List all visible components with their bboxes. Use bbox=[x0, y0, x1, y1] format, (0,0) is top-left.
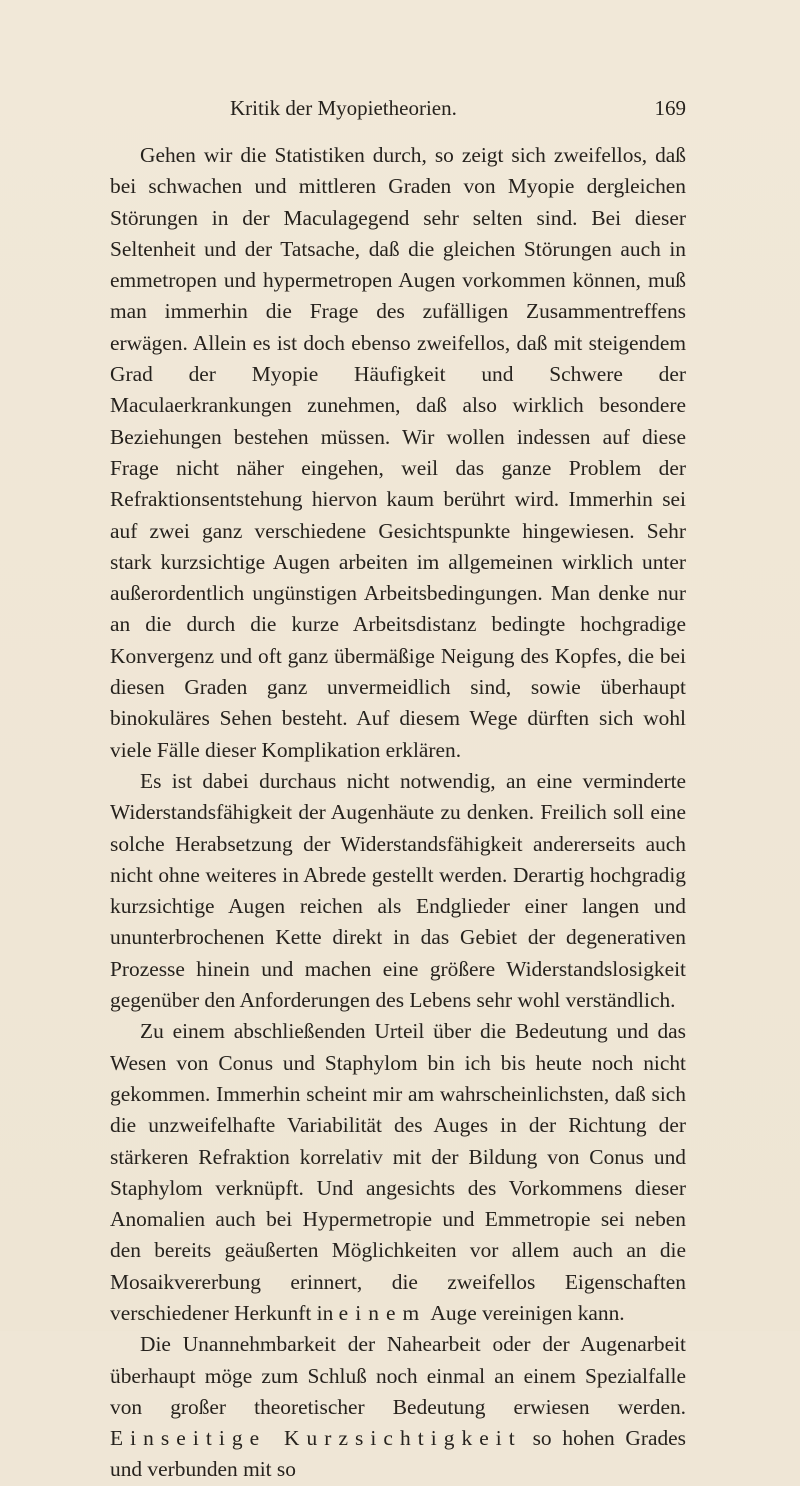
paragraph-3-text-before: Zu einem abschließenden Urteil über die Bedeutung und das Wesen von Conus und Staphylom bin ich bis heute noch nicht gekommen. Immerhin scheint mir am wahrscheinlichsten, daß sich die unzweifelhafte Variabilität des Auges in der Richtung der stärkeren Refraktion korrelativ mit der Bildung von Conus und Staphylom verknüpft. Und angesichts des Vorkommens dieser Anomalien auch bei Hypermetropie und Emmetropie sei neben den bereits geäußerten Möglichkeiten vor allem auch an die Mosaikvererbung erinnert, die zweifellos Eigenschaften verschiedener Herkunft in bbox=[110, 1019, 686, 1325]
paragraph-2: Es ist dabei durchaus nicht notwendig, an eine verminderte Widerstandsfähigkeit der Augenhäute zu denken. Freilich soll eine solche Herabsetzung der Widerstandsfähigkeit andererseits auch nicht ohne weiteres in Abrede gestellt werden. Derartig hochgradig kurzsichtige Augen reichen als Endglieder einer langen und ununterbrochenen Kette direkt in das Gebiet der degenerativen Prozesse hinein und machen eine größere Widerstandslosigkeit gegenüber den Anforderungen des Lebens sehr wohl verständlich. bbox=[110, 768, 686, 1013]
paragraph-3 bbox=[110, 1016, 686, 1329]
paragraph-3-text-after: Auge vereinigen kann. bbox=[426, 1300, 625, 1325]
paragraph-4-emphasis: Einseitige Kurzsichtigkeit bbox=[110, 1426, 522, 1451]
paragraph-4-text-after: so hohen Grades und verbunden mit so bbox=[110, 1426, 686, 1482]
running-title: Kritik der Myopietheorien. bbox=[230, 96, 457, 120]
body-text bbox=[110, 140, 686, 1486]
page-number: 169 bbox=[654, 96, 686, 120]
paragraph-4 bbox=[110, 1329, 686, 1485]
paragraph-4-text-before: Die Unannehmbarkeit der Nahearbeit oder der Augenarbeit überhaupt möge zum Schluß noch einmal an einem Spezialfalle von großer theoretischer Bedeutung erwiesen werden. bbox=[110, 1332, 686, 1419]
running-header bbox=[230, 93, 686, 123]
paragraph-3-emphasis: einem bbox=[338, 1300, 427, 1325]
paragraph-1: Gehen wir die Statistiken durch, so zeigt sich zweifellos, daß bei schwachen und mittleren Graden von Myopie dergleichen Störungen in der Maculagegend sehr selten sind. Bei dieser Seltenheit und der Tatsache, daß die gleichen Störungen auch in emmetropen und hypermetropen Augen vorkommen können, muß man immerhin die Frage des zufälligen Zusammentreffens erwägen. Allein es ist doch ebenso zweifellos, daß mit steigendem Grad der Myopie Häufigkeit und Schwere der Maculaerkrankungen zunehmen, daß also wirklich besondere Beziehungen bestehen müssen. Wir wollen indessen auf diese Frage nicht näher eingehen, weil das ganze Problem der Refraktionsentstehung hiervon kaum berührt wird. Immerhin sei auf zwei ganz verschiedene Gesichtspunkte hingewiesen. Sehr stark kurzsichtige Augen arbeiten im allgemeinen wirklich unter außerordentlich ungünstigen Arbeitsbedingungen. Man denke nur an die durch die kurze Arbeitsdistanz bedingte hochgradige Konvergenz und oft ganz übermäßige Neigung des Kopfes, die bei diesen Graden ganz unvermeidlich sind, sowie überhaupt binokuläres Sehen besteht. Auf diesem Wege dürften sich wohl viele Fälle dieser Komplikation erklären. bbox=[110, 143, 686, 762]
